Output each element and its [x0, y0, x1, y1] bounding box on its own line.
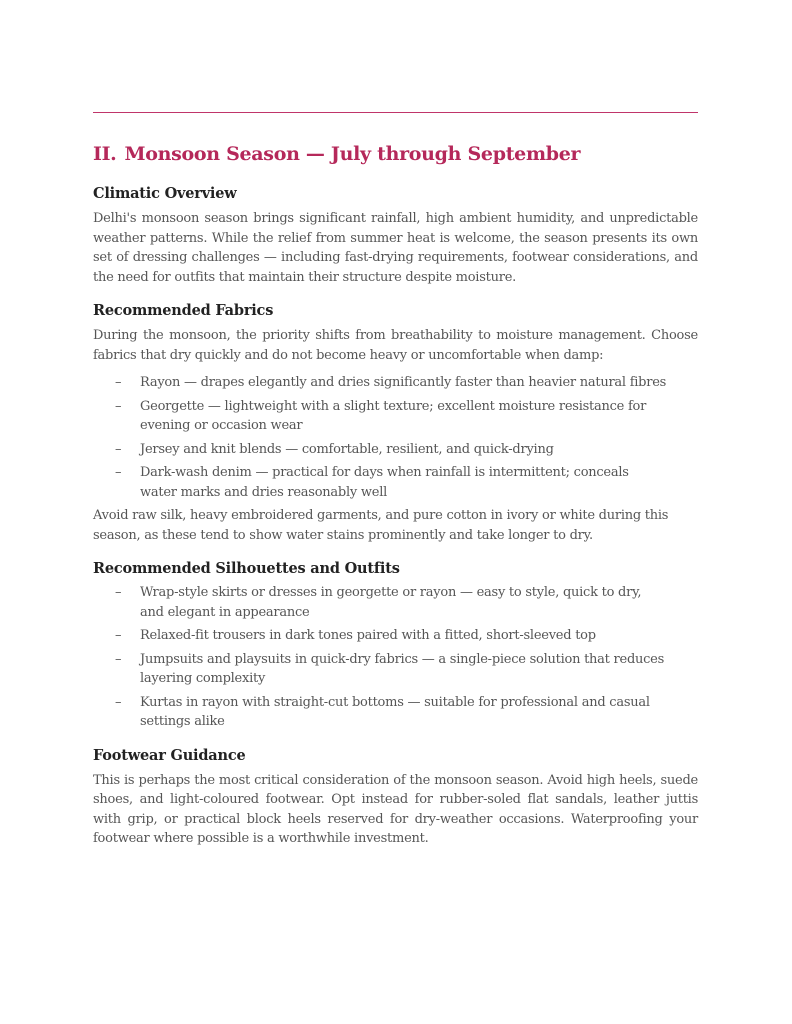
section-title-text: Monsoon Season — July through September [124, 143, 581, 165]
section-divider [93, 112, 698, 113]
fabrics-intro: During the monsoon, the priority shifts from breathability to moisture management. Choose fabrics that dry quickly and do not become heavy or uncomfortable when damp: [93, 328, 698, 363]
list-item [93, 583, 698, 622]
silhouettes-list [93, 583, 698, 732]
footwear-body: This is perhaps the most critical consideration of the monsoon season. Avoid high heels, suede shoes, and light-coloured footwear. Opt instead for rubber-soled flat sandals, leather juttis with grip, or practical block heels reserved for dry-weather occasions. Waterproofing your footwear where possible is a worthwhile investment. [93, 772, 698, 846]
list-item-text: Dark-wash denim — practical for days when rainfall is intermittent; conceals water marks and dries reasonably well [140, 465, 629, 500]
dash-bullet-icon: – [115, 694, 122, 710]
list-item-text: Jersey and knit blends — comfortable, resilient, and quick-drying [140, 441, 554, 457]
silhouettes-heading: Recommended Silhouettes and Outfits [93, 560, 400, 577]
list-item [93, 373, 698, 393]
dash-bullet-icon: – [115, 465, 122, 480]
dash-bullet-icon: – [115, 398, 122, 414]
list-item [93, 440, 698, 460]
list-item-text: Georgette — lightweight with a slight texture; excellent moisture resistance for evening or occasion wear [140, 398, 647, 433]
fabrics-heading: Recommended Fabrics [93, 302, 274, 319]
list-item-text: Jumpsuits and playsuits in quick-dry fabrics — a single-piece solution that reduces layering complexity [140, 651, 665, 686]
list-item [93, 626, 698, 646]
footwear-heading: Footwear Guidance [93, 746, 246, 764]
list-item-text: Relaxed-fit trousers in dark tones paired with a fitted, short-sleeved top [140, 628, 596, 643]
list-item-text: Wrap-style skirts or dresses in georgette or rayon — easy to style, quick to dry, and elegant in appearance [140, 585, 642, 620]
dash-bullet-icon: – [115, 628, 122, 643]
list-item-text: Kurtas in rayon with straight-cut bottoms — suitable for professional and casual settings alike [140, 694, 650, 729]
dash-bullet-icon: – [115, 651, 122, 667]
dash-bullet-icon: – [115, 375, 122, 390]
list-item [93, 397, 698, 436]
list-item [93, 693, 698, 732]
dash-bullet-icon: – [115, 441, 122, 457]
section-number: II. [93, 143, 117, 165]
fabrics-note: Avoid raw silk, heavy embroidered garments, and pure cotton in ivory or white during this season, as these tend to show water stains prominently and take longer to dry. [93, 508, 669, 543]
dash-bullet-icon: – [115, 585, 122, 600]
climatic-overview-body: Delhi's monsoon season brings significant rainfall, high ambient humidity, and unpredictable weather patterns. While the relief from summer heat is welcome, the season presents its own set of dressing challenges — including fast-drying requirements, footwear considerations, and the need for outfits that maintain their structure despite moisture. [93, 211, 698, 285]
list-item [93, 463, 698, 502]
list-item-text: Rayon — drapes elegantly and dries significantly faster than heavier natural fibres [140, 375, 667, 390]
section-title [93, 142, 698, 166]
document-page [93, 112, 698, 849]
list-item [93, 650, 698, 689]
climatic-overview-heading: Climatic Overview [93, 185, 237, 202]
fabrics-list [93, 373, 698, 502]
